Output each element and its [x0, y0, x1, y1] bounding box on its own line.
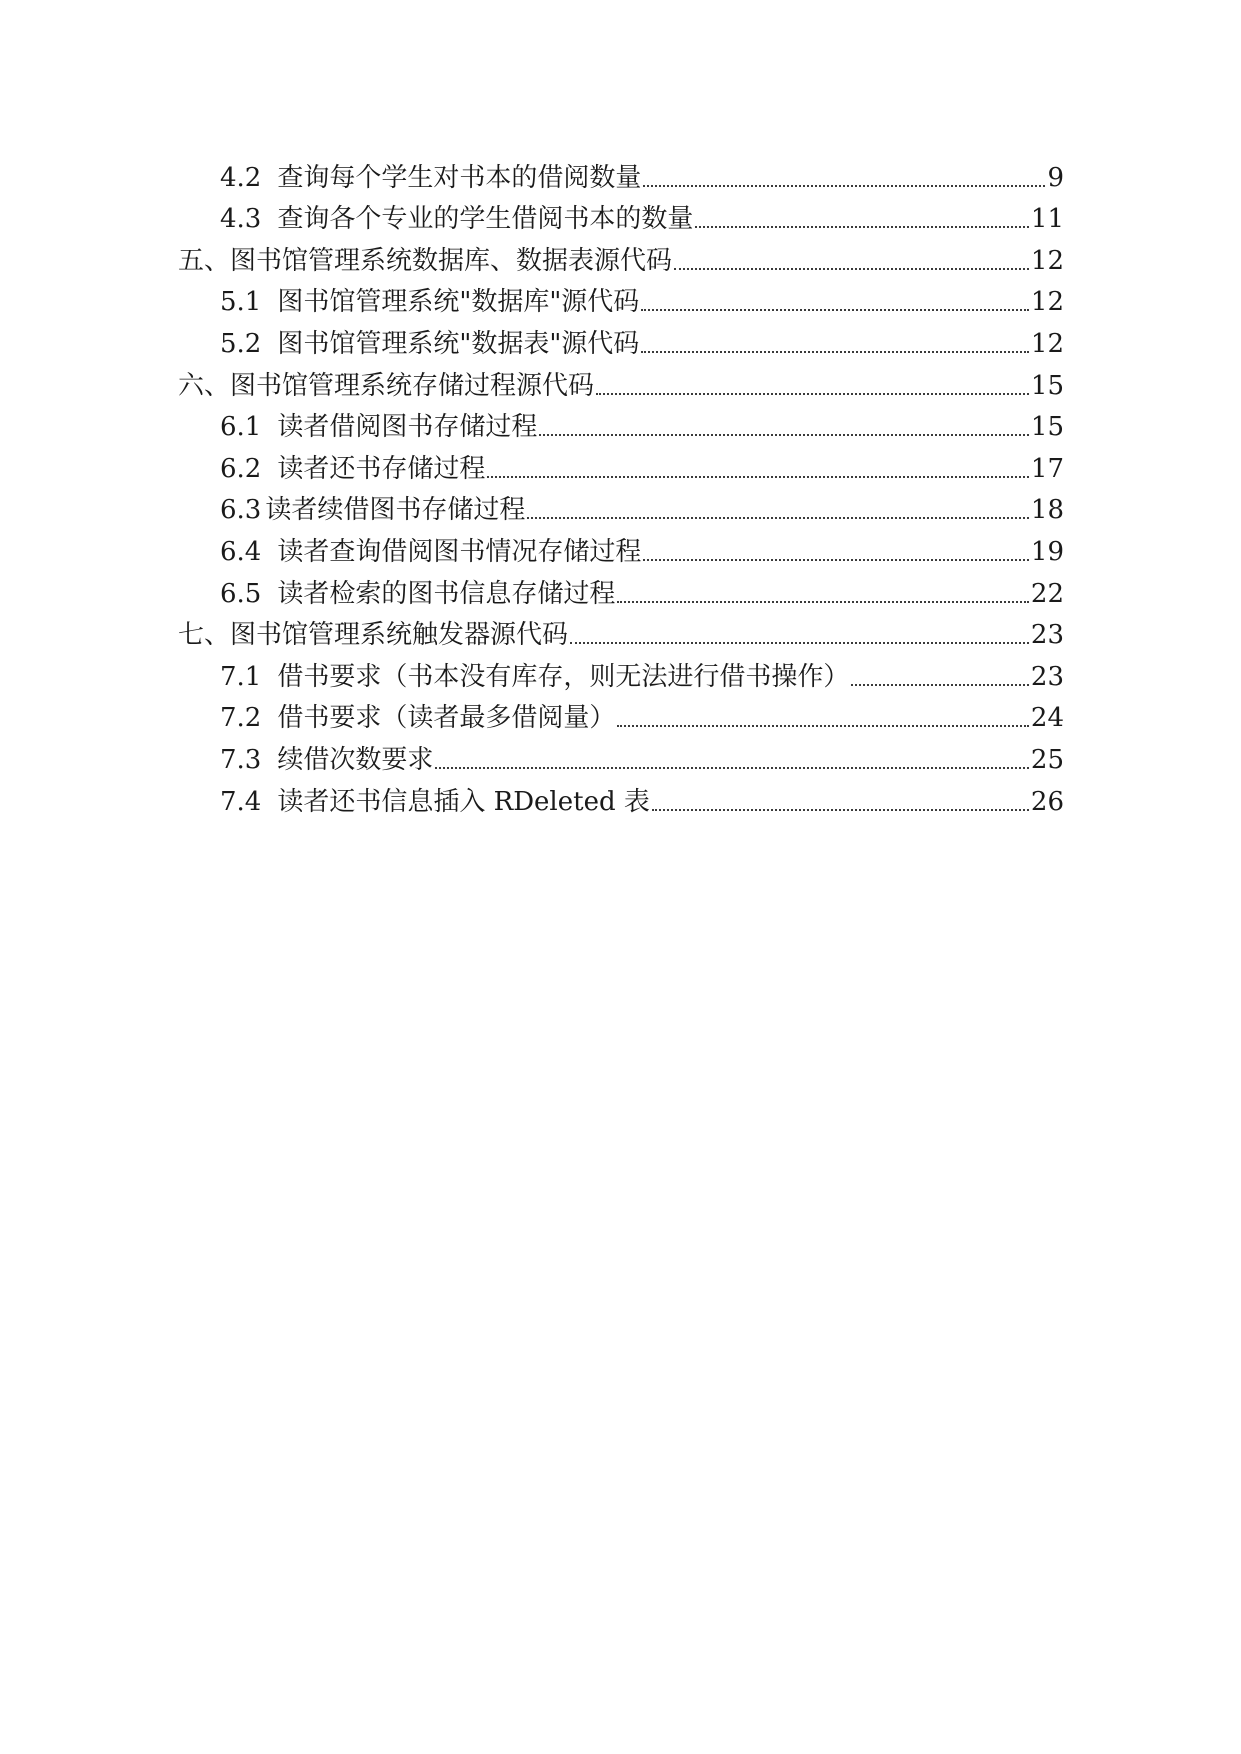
- toc-dot-leader: [643, 185, 1045, 187]
- toc-entry-page: 9: [1047, 163, 1064, 193]
- toc-entry-title: 读者续借图书存储过程: [265, 495, 526, 525]
- toc-entry-5-1[interactable]: [220, 278, 1064, 318]
- toc-entry-page: 23: [1030, 620, 1064, 650]
- toc-entry-number: 7.2: [220, 703, 262, 733]
- toc-entry-page: 17: [1030, 454, 1064, 484]
- toc-entry-number: 5.1: [220, 287, 262, 317]
- toc-entry-chapter-6[interactable]: [178, 362, 1064, 402]
- toc-dot-leader: [643, 559, 1029, 561]
- toc-entry-title: 读者检索的图书信息存储过程: [277, 579, 616, 609]
- toc-entry-4-3[interactable]: [220, 195, 1064, 235]
- toc-entry-title: 借书要求（读者最多借阅量）: [277, 703, 616, 733]
- toc-entry-title: 查询每个学生对书本的借阅数量: [277, 163, 642, 193]
- toc-dot-leader: [435, 767, 1029, 769]
- toc-dot-leader: [617, 725, 1029, 727]
- toc-entry-6-3[interactable]: [220, 486, 1064, 526]
- toc-dot-leader: [570, 642, 1029, 644]
- toc-entry-page: 23: [1030, 662, 1064, 692]
- toc-entry-title: 续借次数要求: [277, 745, 434, 775]
- toc-entry-page: 25: [1030, 745, 1064, 775]
- toc-entry-number: 6.4: [220, 537, 262, 567]
- toc-entry-number: 7.3: [220, 745, 262, 775]
- toc-entry-number: 7.1: [220, 662, 262, 692]
- toc-entry-6-5[interactable]: [220, 570, 1064, 610]
- toc-dot-leader: [487, 476, 1029, 478]
- toc-entry-page: 12: [1030, 287, 1064, 317]
- toc-entry-page: 24: [1030, 703, 1064, 733]
- toc-entry-title: 读者还书信息插入 RDeleted 表: [277, 787, 650, 817]
- toc-entry-6-1[interactable]: [220, 403, 1064, 443]
- toc-entry-title: 七、图书馆管理系统触发器源代码: [178, 620, 569, 650]
- toc-entry-number: 6.5: [220, 579, 262, 609]
- toc-entry-title: 读者借阅图书存储过程: [277, 412, 538, 442]
- toc-dot-leader: [674, 268, 1029, 270]
- toc-entry-number: 4.3: [220, 204, 262, 234]
- toc-entry-6-2[interactable]: [220, 445, 1064, 485]
- toc-entry-4-2[interactable]: [220, 154, 1064, 194]
- toc-entry-title: 图书馆管理系统"数据表"源代码: [277, 329, 640, 359]
- toc-entry-7-3[interactable]: [220, 736, 1064, 776]
- toc-entry-chapter-7[interactable]: [178, 611, 1064, 651]
- toc-entry-title: 读者查询借阅图书情况存储过程: [277, 537, 642, 567]
- toc-entry-page: 12: [1030, 246, 1064, 276]
- toc-entry-title: 五、图书馆管理系统数据库、数据表源代码: [178, 246, 673, 276]
- toc-entry-page: 15: [1030, 371, 1064, 401]
- toc-dot-leader: [641, 351, 1029, 353]
- toc-entry-7-1[interactable]: [220, 653, 1064, 693]
- toc-entry-number: 7.4: [220, 787, 262, 817]
- toc-entry-number: 6.2: [220, 454, 262, 484]
- toc-entry-title: 读者还书存储过程: [277, 454, 486, 484]
- toc-entry-chapter-5[interactable]: [178, 237, 1064, 277]
- toc-entry-page: 18: [1030, 495, 1064, 525]
- toc-entry-number: 5.2: [220, 329, 262, 359]
- toc-entry-page: 11: [1030, 204, 1064, 234]
- toc-entry-number: 6.3: [220, 495, 262, 525]
- toc-entry-page: 26: [1030, 787, 1064, 817]
- toc-entry-7-2[interactable]: [220, 694, 1064, 734]
- toc-entry-title: 查询各个专业的学生借阅书本的数量: [277, 204, 694, 234]
- toc-entry-title: 借书要求（书本没有库存，则无法进行借书操作）: [277, 662, 850, 692]
- toc-dot-leader: [851, 684, 1029, 686]
- toc-entry-page: 19: [1030, 537, 1064, 567]
- toc-entry-page: 22: [1030, 579, 1064, 609]
- toc-entry-title: 图书馆管理系统"数据库"源代码: [277, 287, 640, 317]
- toc-dot-leader: [527, 517, 1029, 519]
- toc-entry-title: 六、图书馆管理系统存储过程源代码: [178, 371, 595, 401]
- toc-entry-page: 15: [1030, 412, 1064, 442]
- toc-dot-leader: [539, 434, 1029, 436]
- toc-dot-leader: [695, 226, 1029, 228]
- toc-dot-leader: [652, 809, 1029, 811]
- toc-entry-6-4[interactable]: [220, 528, 1064, 568]
- toc-dot-leader: [641, 309, 1029, 311]
- toc-entry-5-2[interactable]: [220, 320, 1064, 360]
- toc-entry-7-4[interactable]: [220, 778, 1064, 818]
- toc-dot-leader: [596, 393, 1029, 395]
- toc-entry-page: 12: [1030, 329, 1064, 359]
- toc-entry-number: 6.1: [220, 412, 262, 442]
- toc-entry-number: 4.2: [220, 163, 262, 193]
- toc-dot-leader: [617, 601, 1029, 603]
